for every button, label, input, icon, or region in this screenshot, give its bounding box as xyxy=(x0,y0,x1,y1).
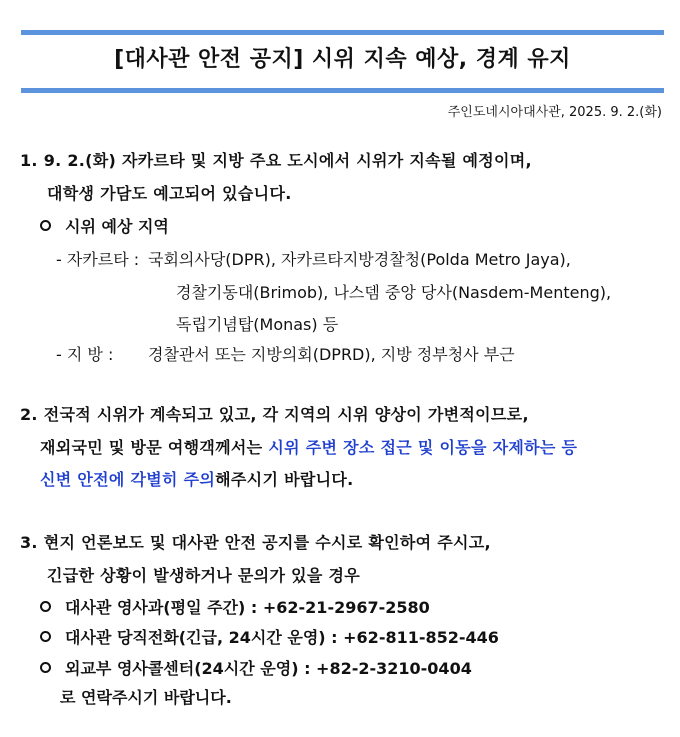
section-3-line-2: 긴급한 상황이 발생하거나 문의가 있을 경우 xyxy=(47,566,360,585)
section-2-highlight-2: 신변 안전에 각별히 주의 xyxy=(40,470,216,489)
issuer-date: 주인도네시아대사관, 2025. 9. 2.(화) xyxy=(447,105,662,120)
section-1-line-2: 대학생 가담도 예고되어 있습니다. xyxy=(47,184,292,203)
section-2-text-1: 전국적 시위가 계속되고 있고, 각 지역의 시위 양상이 가변적이므로, xyxy=(43,405,529,424)
jakarta-line-2: 경찰기동대(Brimob), 나스뎀 중앙 당사(Nasdem-Menteng), xyxy=(176,283,612,302)
section-2-line-1 xyxy=(20,402,529,425)
section-3-line-1 xyxy=(20,530,491,553)
regional-row xyxy=(56,342,515,365)
closing-line: 로 연락주시기 바랍니다. xyxy=(60,688,232,707)
section-2-line-2 xyxy=(40,435,577,458)
section-2-number: 2. xyxy=(20,405,38,424)
section-1-subheading xyxy=(40,214,169,237)
section-1-text-1: 9. 2.(화) 자카르타 및 지방 주요 도시에서 시위가 지속될 예정이며, xyxy=(43,151,532,170)
jakarta-label: - 자카르타 : xyxy=(56,250,140,269)
section-2-text-3b: 해주시기 바랍니다. xyxy=(215,470,354,489)
sub-heading-text: 시위 예상 지역 xyxy=(65,217,169,236)
regional-text: 경찰관서 또는 지방의회(DPRD), 지방 정부청사 부근 xyxy=(148,345,515,364)
jakarta-line-1: 국회의사당(DPR), 자카르타지방경찰청(Polda Metro Jaya), xyxy=(148,250,571,269)
contact-call-center: 외교부 영사콜센터(24시간 운영) : +82-2-3210-0404 xyxy=(65,659,472,678)
section-2-highlight-1: 시위 주변 장소 접근 및 이동을 자제하는 등 xyxy=(268,438,578,457)
header-top-bar xyxy=(21,30,664,35)
circle-bullet-icon xyxy=(40,601,51,612)
notice-title: [대사관 안전 공지] 시위 지속 예상, 경계 유지 xyxy=(114,47,571,72)
circle-bullet-icon xyxy=(40,631,51,642)
circle-bullet-icon xyxy=(40,220,51,231)
section-3-number: 3. xyxy=(20,533,38,552)
jakarta-row xyxy=(56,247,571,270)
contact-duty-phone: 대사관 당직전화(긴급, 24시간 운영) : +62-811-852-446 xyxy=(65,628,499,647)
circle-bullet-icon xyxy=(40,662,51,673)
contact-consular: 대사관 영사과(평일 주간) : +62-21-2967-2580 xyxy=(65,598,430,617)
section-2-text-2a: 재외국민 및 방문 여행객께서는 xyxy=(40,438,269,457)
contact-item xyxy=(40,595,430,618)
regional-label: - 지 방 : xyxy=(56,345,114,364)
contact-item xyxy=(40,656,472,679)
section-1-line-1 xyxy=(20,148,532,171)
jakarta-line-3: 독립기념탑(Monas) 등 xyxy=(176,315,339,334)
section-3-text-1: 현지 언론보도 및 대사관 안전 공지를 수시로 확인하여 주시고, xyxy=(43,533,491,552)
header-bottom-bar xyxy=(21,88,664,93)
section-2-line-3 xyxy=(40,467,353,490)
contact-item xyxy=(40,625,499,648)
section-1-number: 1. xyxy=(20,151,38,170)
